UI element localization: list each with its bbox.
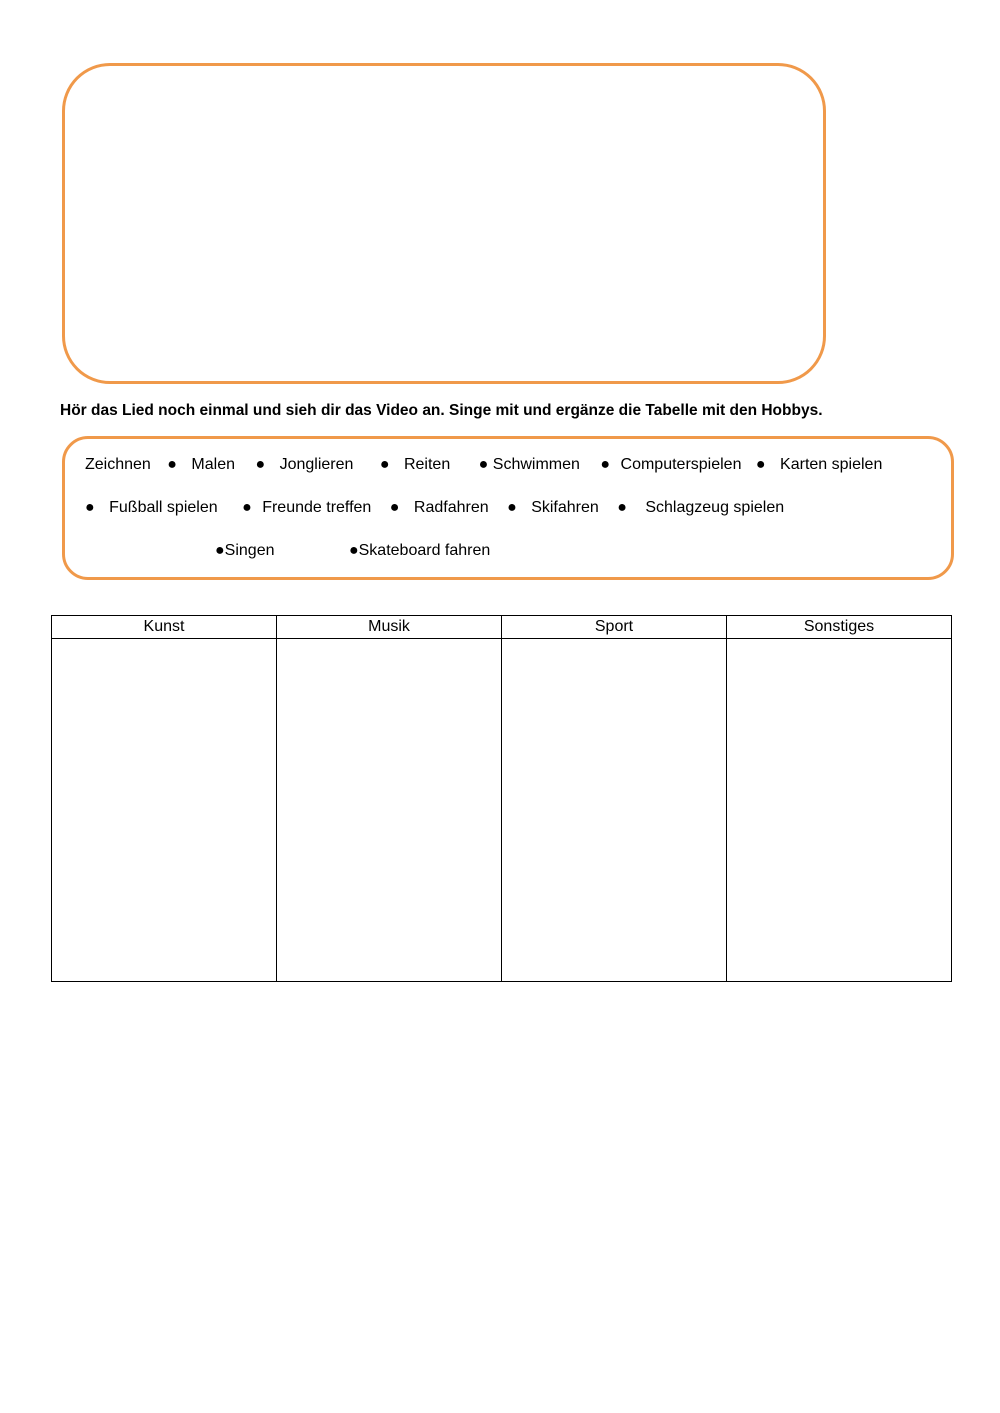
video-placeholder xyxy=(62,63,826,384)
bullet-icon: ● xyxy=(507,499,517,516)
word-bank-line-2 xyxy=(85,498,784,518)
instruction-text: Hör das Lied noch einmal und sieh dir das Video an. Singe mit und ergänze die Tabelle mit den Hobbys. xyxy=(60,402,823,419)
word-item: Reiten xyxy=(403,456,451,473)
answer-cell-sonstiges[interactable] xyxy=(727,639,952,982)
word-item: Singen xyxy=(224,542,275,559)
bullet-icon: ● xyxy=(348,542,359,559)
bullet-icon: ● xyxy=(255,456,266,473)
word-item: Skateboard fahren xyxy=(358,542,491,559)
word-bank-line-3 xyxy=(215,541,490,561)
word-item: Karten spielen xyxy=(780,456,883,473)
table-row xyxy=(52,639,952,982)
word-bank-line-1 xyxy=(85,455,882,475)
bullet-icon: ● xyxy=(85,499,95,516)
word-item: Skifahren xyxy=(531,499,599,516)
word-item: Schlagzeug spielen xyxy=(645,499,785,516)
bullet-icon: ● xyxy=(242,499,252,516)
word-item: Malen xyxy=(191,456,235,473)
answer-cell-musik[interactable] xyxy=(277,639,502,982)
word-item: Freunde treffen xyxy=(262,499,372,516)
bullet-icon: ● xyxy=(600,456,611,473)
word-item: Computerspielen xyxy=(620,456,742,473)
column-header-musik: Musik xyxy=(277,616,502,639)
word-item: Zeichnen xyxy=(85,456,151,473)
bullet-icon: ● xyxy=(379,456,390,473)
bullet-icon: ● xyxy=(478,456,489,473)
word-item: Fußball spielen xyxy=(109,499,218,516)
word-item: Schwimmen xyxy=(492,456,580,473)
hobby-table xyxy=(51,615,952,982)
bullet-icon: ● xyxy=(167,456,177,473)
bullet-icon: ● xyxy=(617,499,627,516)
bullet-icon: ● xyxy=(215,542,225,559)
bullet-icon: ● xyxy=(755,456,766,473)
column-header-sonstiges: Sonstiges xyxy=(727,616,952,639)
word-item: Jonglieren xyxy=(279,456,354,473)
answer-cell-kunst[interactable] xyxy=(52,639,277,982)
word-bank xyxy=(62,436,954,580)
word-item: Radfahren xyxy=(413,499,489,516)
table-header-row xyxy=(52,616,952,639)
column-header-kunst: Kunst xyxy=(52,616,277,639)
column-header-sport: Sport xyxy=(502,616,727,639)
bullet-icon: ● xyxy=(389,499,400,516)
answer-cell-sport[interactable] xyxy=(502,639,727,982)
